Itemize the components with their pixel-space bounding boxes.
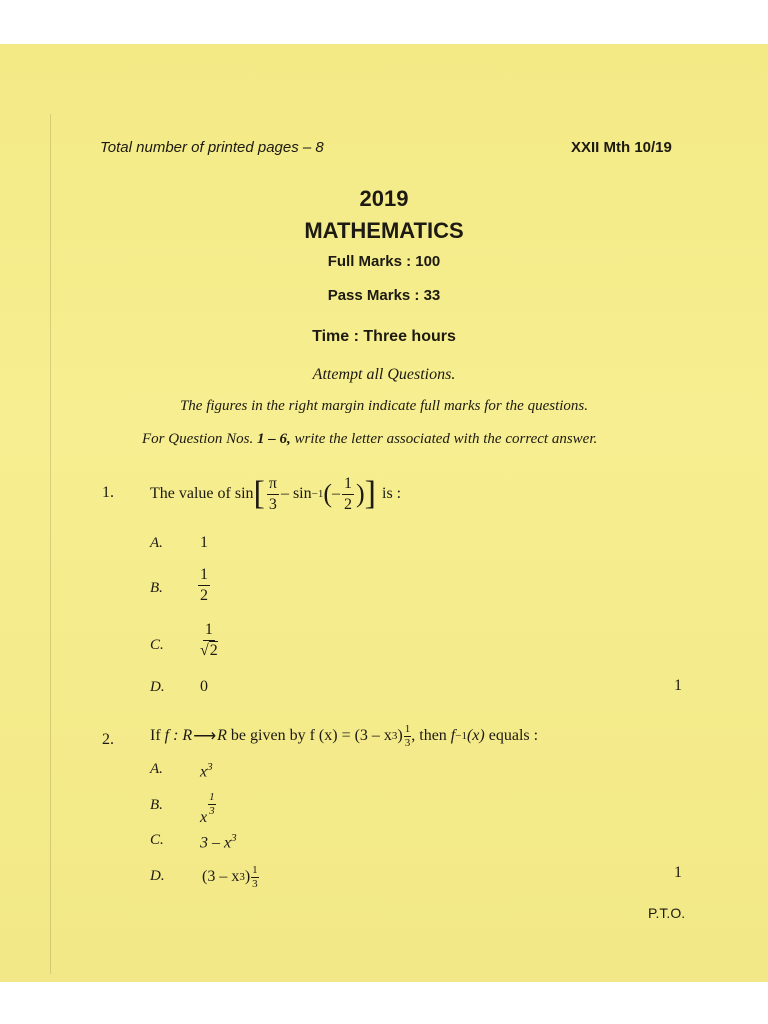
full-marks: Full Marks : 100	[327, 253, 441, 270]
q2-option-d-label: D.	[150, 868, 165, 884]
q1-option-d-label: D.	[150, 679, 165, 695]
subject-title: MATHEMATICS	[304, 218, 464, 243]
instruction-questions: For Question Nos. 1 – 6, write the letter associated with the correct answer.	[142, 431, 598, 447]
q1-option-d-value: 0	[200, 678, 208, 695]
q1-option-c-value: $\frac{1}{√2}$	[200, 621, 218, 659]
pass-marks: Pass Marks : 33	[327, 287, 441, 304]
instruction-marks-margin: The figures in the right margin indicate full marks for the questions.	[179, 398, 589, 414]
q1-option-b-value: $\frac{1}{2}$	[200, 566, 208, 604]
question-2-number: 2.	[102, 731, 114, 748]
q2-option-d-value: (3 – x 3 ) 1 3	[202, 863, 258, 890]
q1-option-b-label: B.	[150, 580, 163, 596]
q2-option-c-value: $3 - x^3$	[200, 832, 237, 852]
q1-option-a-value: 1	[200, 534, 208, 551]
question-1-number: 1.	[102, 484, 114, 501]
instruction-attempt-all: Attempt all Questions.	[312, 366, 456, 383]
q2-option-b-label: B.	[150, 797, 163, 813]
exam-year: 2019	[359, 186, 409, 211]
q2-option-a-value: $x^3$	[200, 761, 213, 781]
please-turn-over: P.T.O.	[648, 905, 686, 921]
question-1-text: The value of sin [ $\frac{\pi}{3}$ – sin −1 ( – $\frac{1}{2}$ ) ] is :	[150, 474, 402, 513]
q2-marks: 1	[674, 864, 682, 881]
paper-code: XXII Mth 10/19	[571, 139, 672, 156]
q1-marks: 1	[674, 677, 682, 694]
q1-option-c-label: C.	[150, 637, 164, 653]
q2-option-a-label: A.	[150, 761, 163, 777]
total-pages-text: Total number of printed pages – 8	[100, 139, 324, 156]
q2-option-b-value: x 1 3	[200, 791, 215, 826]
q2-option-c-label: C.	[150, 832, 164, 848]
q1-option-a-label: A.	[150, 535, 163, 551]
time-allowed: Time : Three hours	[312, 328, 456, 345]
question-2-text: If f : R ⟶ R be given by f (x) = (3 – x 3 ) 1 3 , then f −1 (x) equals :	[150, 722, 539, 749]
